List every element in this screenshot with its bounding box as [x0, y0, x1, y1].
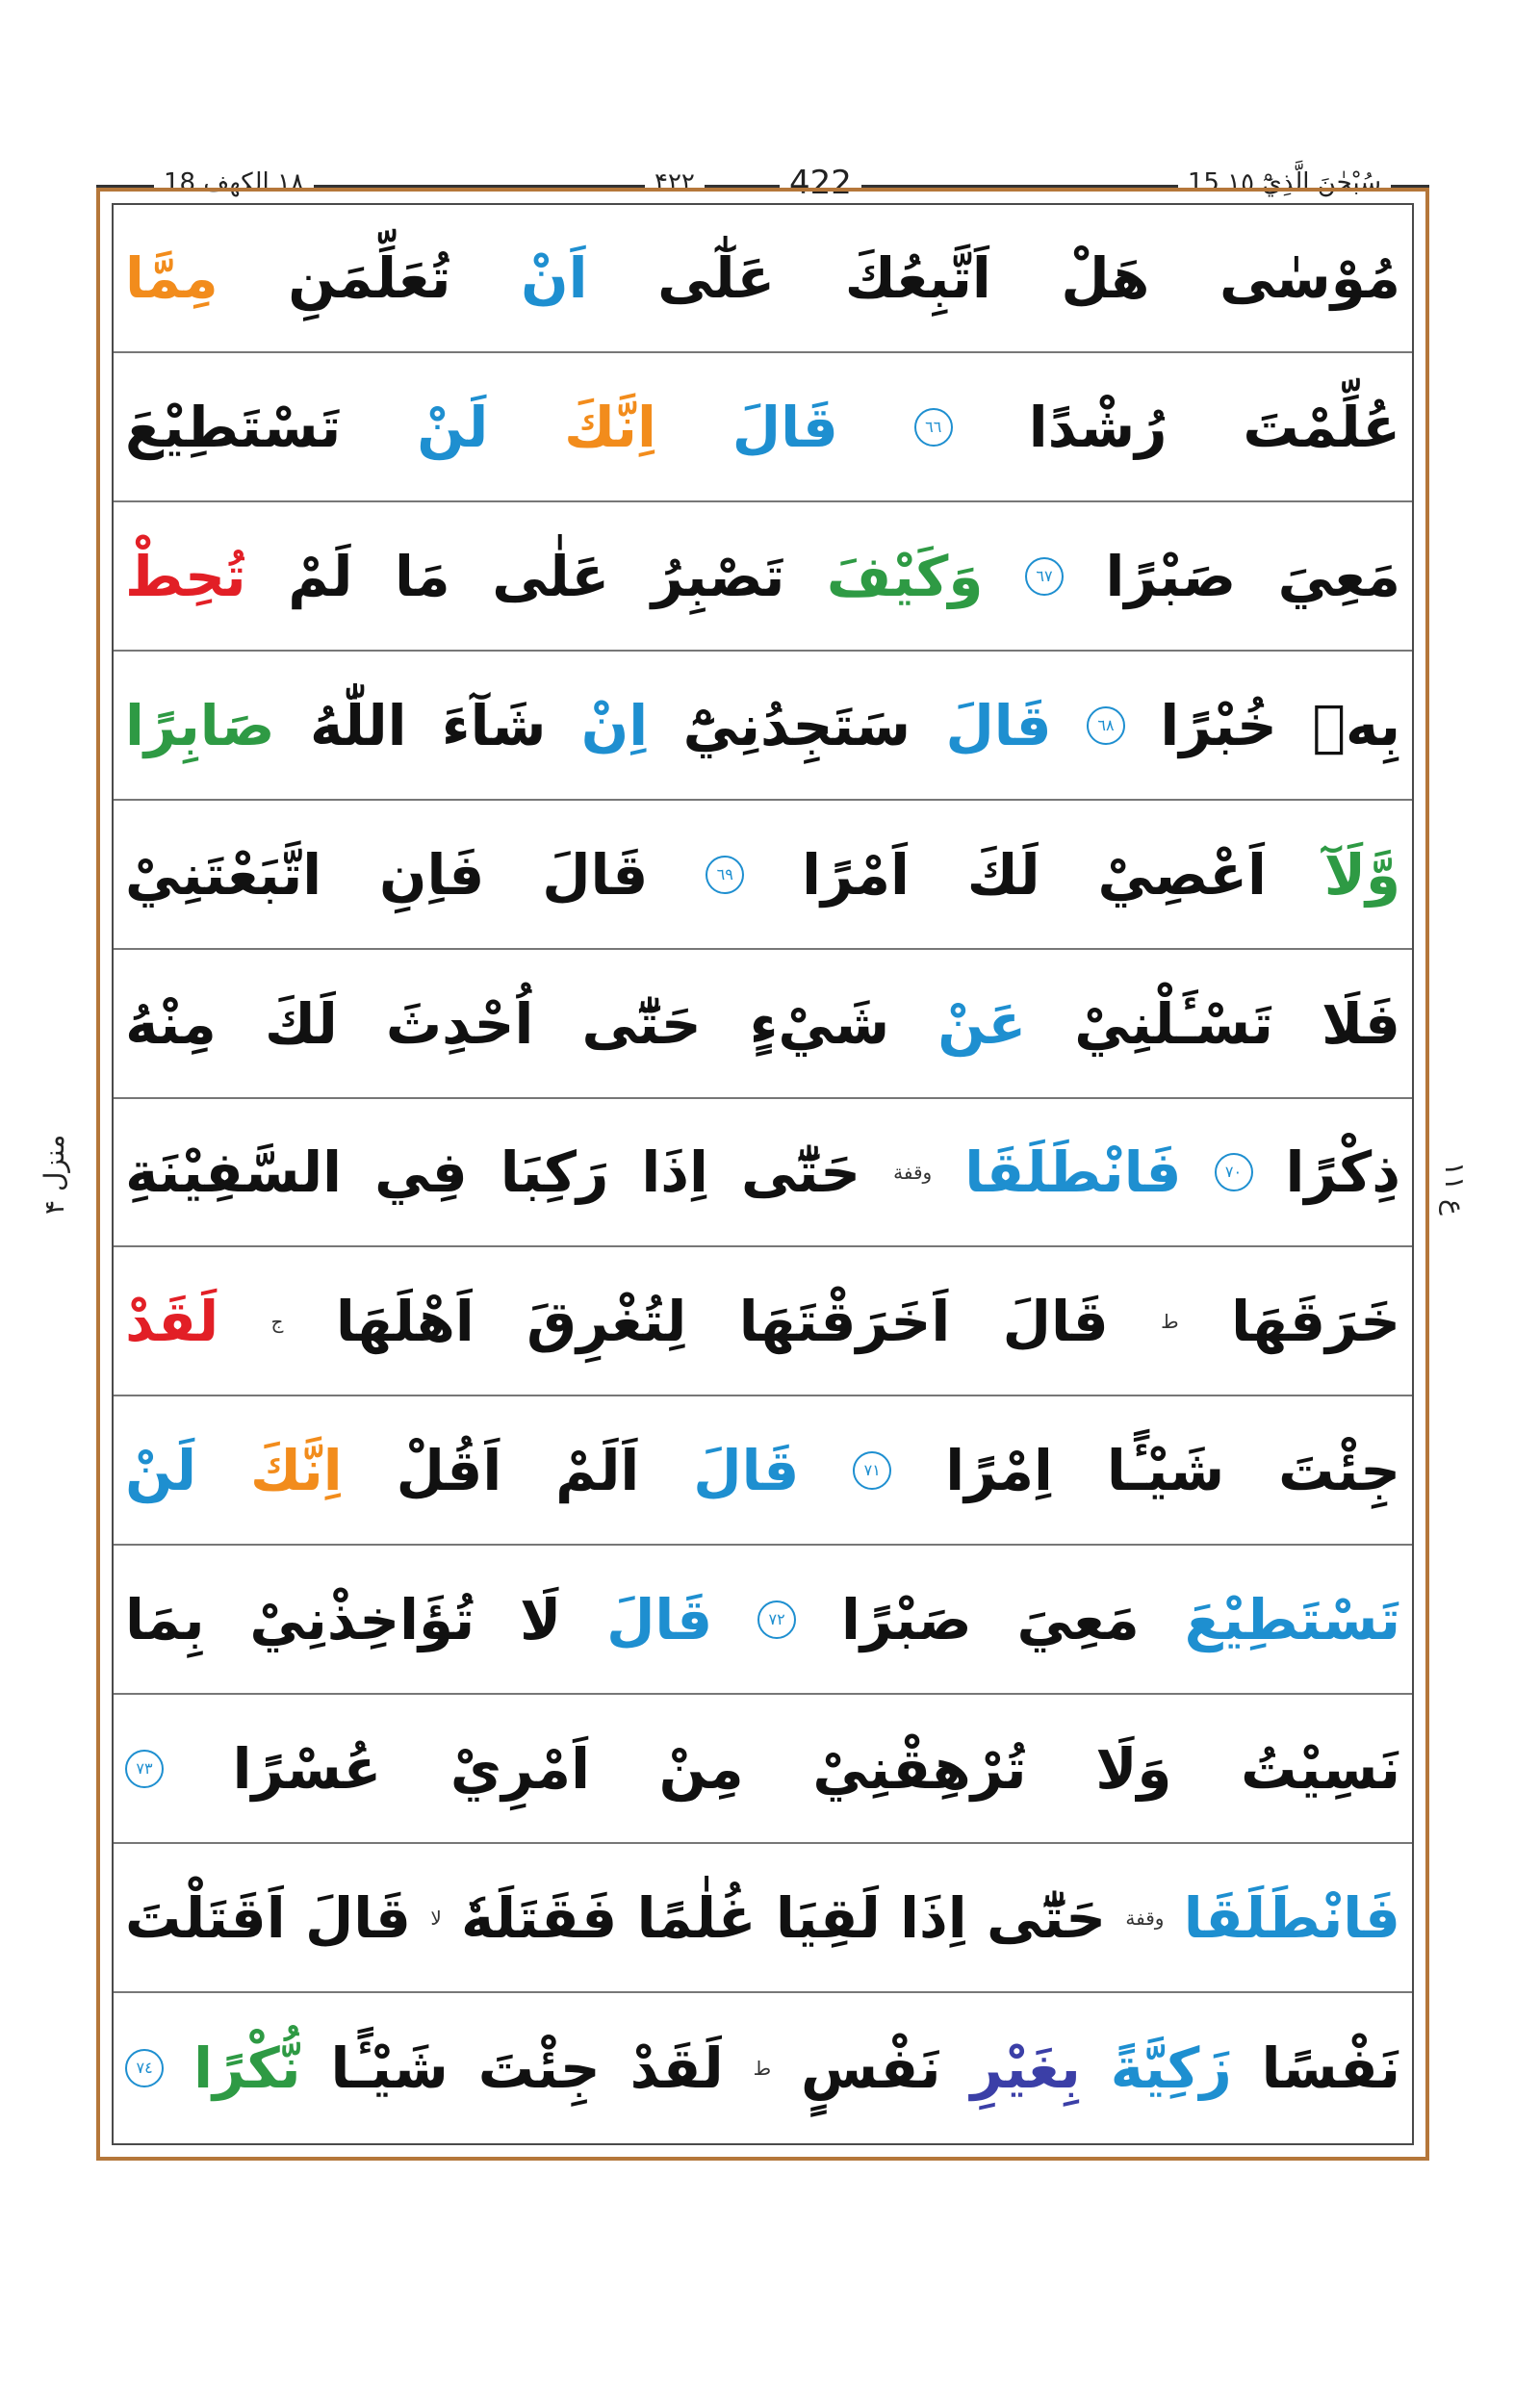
ayah-number-marker: ٧٠	[1215, 1153, 1253, 1191]
verse-word: اَتَّبِعُكَ	[844, 245, 991, 311]
verse-word: عَلٰى	[492, 543, 610, 609]
verse-word: شَيْـًٔا	[1106, 1438, 1225, 1504]
verse-word: اِنْ	[580, 692, 649, 758]
verse-word: فَاِنِ	[379, 841, 485, 908]
verse-word: صَبْرًا	[1105, 543, 1237, 609]
verse-word: اِنَّكَ	[564, 394, 656, 460]
verse-word: جِئْتَ	[477, 2035, 601, 2101]
verse-word: تُؤَاخِذْنِيْ	[249, 1587, 475, 1653]
verse-word: شَآءَ	[441, 692, 547, 758]
verse-word: لَقَدْ	[125, 1289, 219, 1355]
verse-word: اَنْ	[521, 245, 588, 311]
verse-word: لَا	[520, 1587, 562, 1653]
verse-word: تُعَلِّمَنِ	[288, 245, 451, 311]
pause-mark: ط	[1161, 1310, 1179, 1334]
verse-word: السَّفِيْنَةِ	[125, 1139, 343, 1206]
verse-word: نَفْسٍ	[801, 2035, 941, 2101]
verse-word: جِئْتَ	[1278, 1438, 1400, 1504]
text-line	[114, 1845, 1412, 1993]
pause-mark: ط	[753, 2056, 772, 2080]
verse-word: صَابِرًا	[125, 692, 275, 758]
verse-word: بِمَا	[125, 1587, 205, 1653]
verse-word: اللّٰهُ	[310, 692, 407, 758]
ayah-number-marker: ٦٨	[1087, 706, 1125, 745]
text-line	[114, 1099, 1412, 1247]
text-line	[114, 653, 1412, 801]
pause-mark: لا	[430, 1906, 442, 1930]
verse-word: لَقَدْ	[629, 2035, 724, 2101]
text-line	[114, 1547, 1412, 1695]
ayah-number-marker: ٧٣	[125, 1750, 164, 1788]
text-line	[114, 1397, 1412, 1546]
verse-word: لَنْ	[417, 394, 489, 460]
verse-word: لَمْ	[288, 543, 353, 609]
verse-word: لَنْ	[125, 1438, 197, 1504]
verse-word: عَنْ	[937, 990, 1027, 1057]
verse-word: مُوْسٰى	[1219, 245, 1400, 311]
verse-word: فَقَتَلَهٗ	[461, 1884, 618, 1951]
verse-word: حَتّٰٓى	[986, 1884, 1107, 1951]
ayah-number-marker: ٧٤	[125, 2049, 164, 2087]
verse-word: تَصْبِرُ	[651, 543, 785, 609]
verse-word: نَفْسًا	[1261, 2035, 1400, 2101]
verse-word: قَالَ	[945, 692, 1052, 758]
verse-word: سَتَجِدُنِيْٓ	[682, 692, 911, 758]
verse-word: شَيْءٍ	[749, 990, 890, 1057]
manzil-marker: منزل ۴	[38, 1134, 70, 1215]
verse-word: قَالَ	[693, 1438, 800, 1504]
page-number: 422	[780, 164, 861, 202]
verse-word: عُلِّمْتَ	[1243, 394, 1400, 460]
verse-word: قَالَ	[1002, 1289, 1109, 1355]
verse-word: تَسْتَطِيْعَ	[125, 394, 342, 460]
verse-word: لَكَ	[264, 990, 338, 1057]
verse-word: مِمَّا	[125, 245, 218, 311]
verse-word: ذِكْرًا	[1285, 1139, 1400, 1206]
text-line	[114, 802, 1412, 950]
verse-word: اتَّبَعْتَنِيْ	[125, 841, 322, 908]
verse-word: اَلَمْ	[555, 1438, 640, 1504]
verse-word: غُلٰمًا	[636, 1884, 757, 1951]
text-line	[114, 951, 1412, 1099]
verse-word: اَمْرًا	[802, 841, 910, 908]
verse-word: فَانْطَلَقَا	[964, 1139, 1182, 1206]
pause-mark: وقفة	[893, 1161, 933, 1185]
verse-word: تَسْتَطِيْعَ	[1184, 1587, 1400, 1653]
verse-word: اِنَّكَ	[250, 1438, 343, 1504]
ruku-marker: ع ١١	[1439, 1162, 1471, 1216]
pause-mark: وقفة	[1125, 1906, 1165, 1930]
verse-word: وَلَا	[1095, 1736, 1172, 1802]
verse-word: اَهْلَهَا	[335, 1289, 475, 1355]
pause-mark: ج	[270, 1310, 284, 1334]
verse-word: مَعِيَ	[1016, 1587, 1140, 1653]
verse-word: فَانْطَلَقَا	[1183, 1884, 1400, 1951]
verse-word: لِتُغْرِقَ	[526, 1289, 687, 1355]
verse-word: عَلٰٓى	[657, 245, 776, 311]
verse-word: تُحِطْ	[125, 543, 246, 609]
verse-word: تَسْـَٔلْنِيْ	[1074, 990, 1273, 1057]
verse-word: نُّكْرًا	[193, 2035, 301, 2101]
text-body	[114, 205, 1412, 2143]
verse-word: اَقَتَلْتَ	[125, 1884, 286, 1951]
text-line	[114, 1994, 1412, 2142]
verse-word: وَّلَآ	[1323, 841, 1400, 908]
verse-word: فَلَا	[1321, 990, 1400, 1057]
verse-word: تُرْهِقْنِيْ	[812, 1736, 1027, 1802]
text-line	[114, 205, 1412, 353]
verse-word: هَلْ	[1061, 245, 1150, 311]
ayah-number-marker: ٧١	[853, 1451, 891, 1490]
verse-word: خَرَقَهَا	[1231, 1289, 1400, 1355]
verse-word: اِذَا	[641, 1139, 708, 1206]
verse-word: حَتّٰٓى	[581, 990, 702, 1057]
ayah-number-marker: ٧٢	[757, 1600, 796, 1639]
verse-word: نَسِيْتُ	[1241, 1736, 1400, 1802]
juz-name: 15 سُبْحٰنَ الَّذِيْٓ ١٥	[1178, 164, 1391, 202]
verse-word: صَبْرًا	[840, 1587, 972, 1653]
verse-word: مِنْهُ	[125, 990, 217, 1057]
ayah-number-marker: ٦٧	[1025, 557, 1064, 596]
verse-word: رُشْدًا	[1028, 394, 1168, 460]
verse-word: قَالَ	[732, 394, 838, 460]
verse-word: اَمْرِيْ	[449, 1736, 590, 1802]
verse-word: زَكِيَّةً	[1110, 2035, 1232, 2101]
verse-word: اِمْرًا	[945, 1438, 1053, 1504]
text-line	[114, 503, 1412, 652]
verse-word: شَيْـًٔا	[330, 2035, 449, 2101]
verse-word: مَا	[394, 543, 450, 609]
verse-word: حَتّٰٓى	[740, 1139, 861, 1206]
verse-word: لَقِيَا	[775, 1884, 881, 1951]
page-number-urdu: ۴۲۲	[645, 164, 705, 202]
verse-word: اُحْدِثَ	[385, 990, 534, 1057]
verse-word: رَكِبَا	[500, 1139, 609, 1206]
verse-word: فِي	[374, 1139, 468, 1206]
ayah-number-marker: ٦٦	[914, 408, 953, 447]
text-line	[114, 1248, 1412, 1396]
verse-word: اِذَا	[900, 1884, 967, 1951]
verse-word: اَخَرَقْتَهَا	[738, 1289, 951, 1355]
surah-name: ١٨ الكهف 18	[154, 164, 314, 202]
verse-word: اَقُلْ	[396, 1438, 502, 1504]
verse-word: عُسْرًا	[232, 1736, 382, 1802]
verse-word: بِهٖ	[1312, 692, 1400, 758]
verse-word: قَالَ	[542, 841, 649, 908]
ayah-number-marker: ٦٩	[706, 856, 744, 894]
text-line	[114, 354, 1412, 502]
verse-word: بِغَيْرِ	[970, 2035, 1081, 2101]
verse-word: قَالَ	[606, 1587, 713, 1653]
verse-word: مِنْ	[658, 1736, 744, 1802]
verse-word: مَعِيَ	[1277, 543, 1400, 609]
text-line	[114, 1696, 1412, 1844]
verse-word: وَكَيْفَ	[826, 543, 984, 609]
verse-word: خُبْرًا	[1160, 692, 1277, 758]
verse-word: اَعْصِيْ	[1097, 841, 1267, 908]
verse-word: لَكَ	[966, 841, 1040, 908]
verse-word: قَالَ	[304, 1884, 412, 1951]
